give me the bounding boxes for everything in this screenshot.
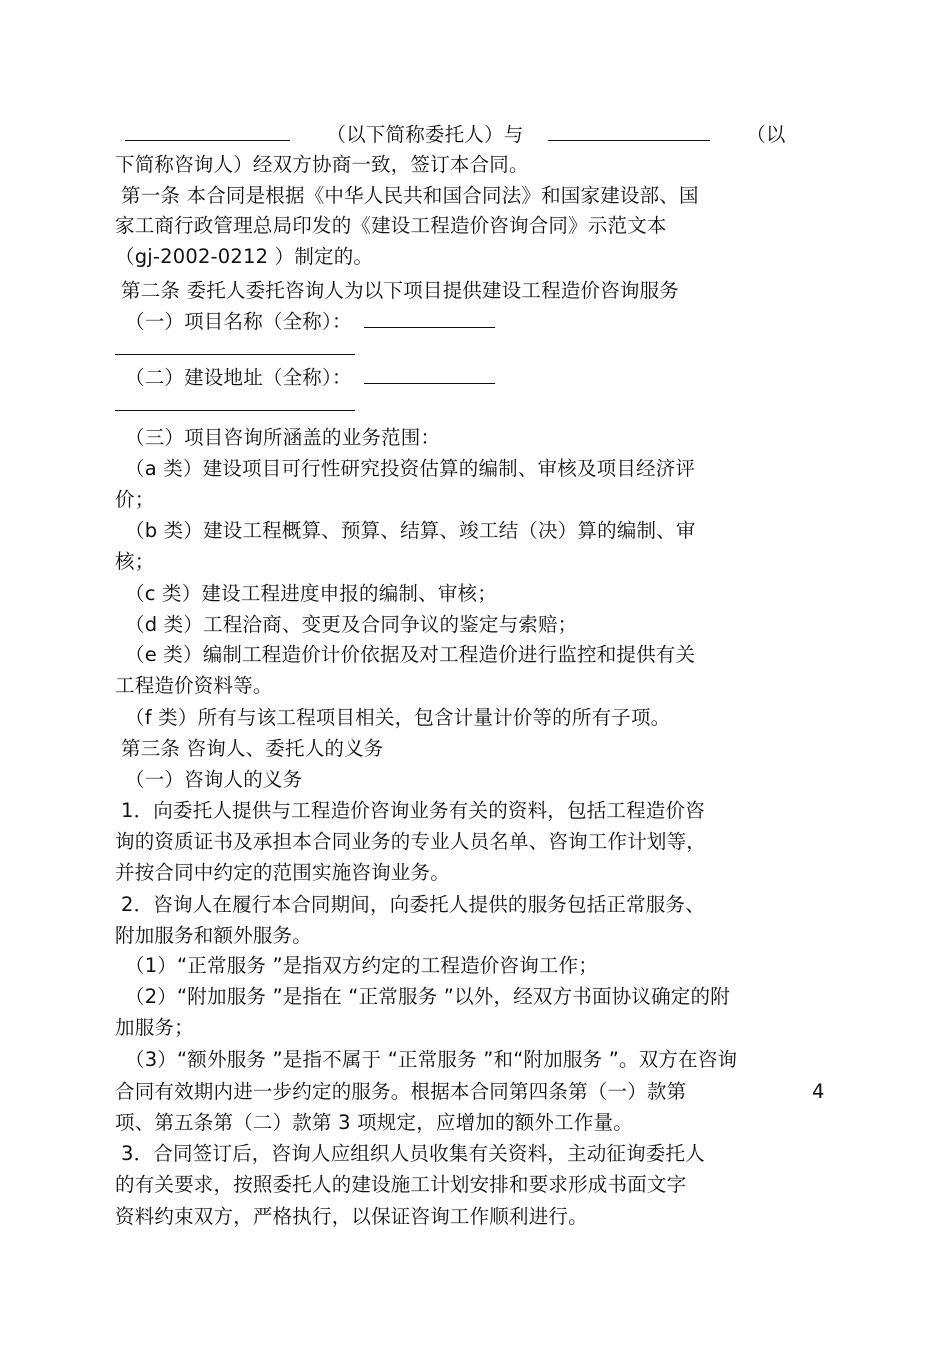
article-3-line: 第三条 咨询人、委托人的义务 <box>121 737 384 760</box>
floating-number: 4 <box>812 1080 825 1103</box>
scope-item-f: （f 类）所有与该工程项目相关，包含计量计价等的所有子项。 <box>125 706 671 729</box>
scope-item-b: （b 类）建设工程概算、预算、结算、竣工结（决）算的编制、审 <box>125 519 696 542</box>
scope-heading: （三）项目咨询所涵盖的业务范围： <box>125 426 441 449</box>
consultant-intro-text: （以 <box>746 123 786 146</box>
text-line: 家工商行政管理总局印发的《建设工程造价咨询合同》示范文本 <box>115 214 667 237</box>
text-line: 价； <box>115 488 155 511</box>
text-line: 的有关要求，按照委托人的建设施工计划安排和要求形成书面文字 <box>115 1173 687 1196</box>
consultant-name-blank <box>548 120 710 141</box>
project-name-line <box>125 307 495 337</box>
article-2-line: 第二条 委托人委托咨询人为以下项目提供建设工程造价咨询服务 <box>121 279 679 302</box>
consultant-duties-heading: （一）咨询人的义务 <box>125 768 303 791</box>
text-line: 并按合同中约定的范围实施咨询业务。 <box>115 861 450 884</box>
duty-3-line: 3．合同签订后，咨询人应组织人员收集有关资料，主动征询委托人 <box>121 1142 705 1165</box>
text-line: 项、第五条第（二）款第 3 项规定，应增加的额外工作量。 <box>115 1111 633 1134</box>
text-line: 加服务； <box>115 1016 194 1039</box>
service-3-line: （3）“额外服务 ”是指不属于 “正常服务 ”和“附加服务 ”。双方在咨询 <box>125 1048 738 1071</box>
project-name-blank <box>364 307 495 328</box>
text-line: 工程造价资料等。 <box>115 674 273 697</box>
service-1-line: （1）“正常服务 ”是指双方约定的工程造价咨询工作； <box>125 954 599 977</box>
text-line: 资料约束双方，严格执行，以保证咨询工作顺利进行。 <box>115 1205 588 1228</box>
project-address-blank-line <box>115 390 355 420</box>
article-1-line: 第一条 本合同是根据《中华人民共和国合同法》和国家建设部、国 <box>121 184 699 207</box>
project-address-blank-cont <box>115 390 355 411</box>
text-line: 下简称咨询人）经双方协商一致，签订本合同。 <box>115 153 529 176</box>
text-line: 询的资质证书及承担本合同业务的专业人员名单、咨询工作计划等， <box>115 830 707 853</box>
text-line: （gj-2002-0212 ）制定的。 <box>115 245 374 268</box>
text-line: 合同有效期内进一步约定的服务。根据本合同第四条第（一）款第 <box>115 1080 687 1103</box>
scope-item-a: （a 类）建设项目可行性研究投资估算的编制、审核及项目经济评 <box>125 457 696 480</box>
duty-2-line: 2．咨询人在履行本合同期间，向委托人提供的服务包括正常服务、 <box>121 893 705 916</box>
project-name-label: （一）项目名称（全称）： <box>125 310 352 333</box>
party-line <box>125 120 786 150</box>
project-name-blank-cont <box>115 334 355 355</box>
text-line: 附加服务和额外服务。 <box>115 924 313 947</box>
text-line: 核； <box>115 550 155 573</box>
service-2-line: （2）“附加服务 ”是指在 “正常服务 ”以外，经双方书面协议确定的附 <box>125 985 730 1008</box>
scope-item-c: （c 类）建设工程进度申报的编制、审核； <box>125 582 497 605</box>
client-intro-text: （以下简称委托人）与 <box>326 123 524 146</box>
project-name-blank-line <box>115 334 355 364</box>
project-address-line <box>125 363 495 393</box>
scope-item-d: （d 类）工程洽商、变更及合同争议的鉴定与索赔； <box>125 613 578 636</box>
scope-item-e: （e 类）编制工程造价计价依据及对工程造价进行监控和提供有关 <box>125 643 696 666</box>
project-address-label: （二）建设地址（全称）： <box>125 366 352 389</box>
client-name-blank <box>125 120 290 141</box>
duty-1-line: 1．向委托人提供与工程造价咨询业务有关的资料，包括工程造价咨 <box>121 799 705 822</box>
project-address-blank <box>364 363 495 384</box>
